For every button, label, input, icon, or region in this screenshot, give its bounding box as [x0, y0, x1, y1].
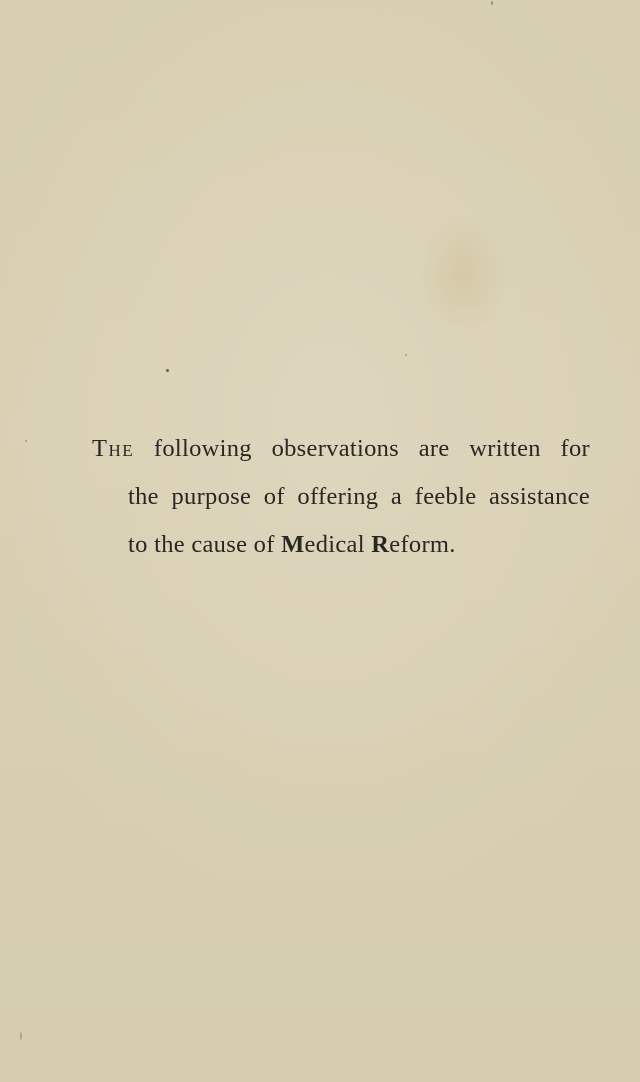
opening-word	[92, 435, 134, 462]
line-1-text: following observations are written for	[134, 435, 590, 462]
opening-initial: T	[92, 435, 109, 462]
opening-rest: he	[108, 435, 135, 462]
medical-initial: M	[281, 531, 305, 558]
medical-rest: edical	[304, 531, 372, 558]
paragraph-line-2: the purpose of offering a feeble assistance	[128, 483, 590, 510]
line-3-start: to the cause of	[128, 531, 282, 558]
reform-initial: R	[371, 531, 390, 558]
paragraph-line-3	[128, 530, 456, 560]
paragraph-line-1	[92, 434, 590, 464]
reform-rest: eform.	[389, 531, 456, 558]
